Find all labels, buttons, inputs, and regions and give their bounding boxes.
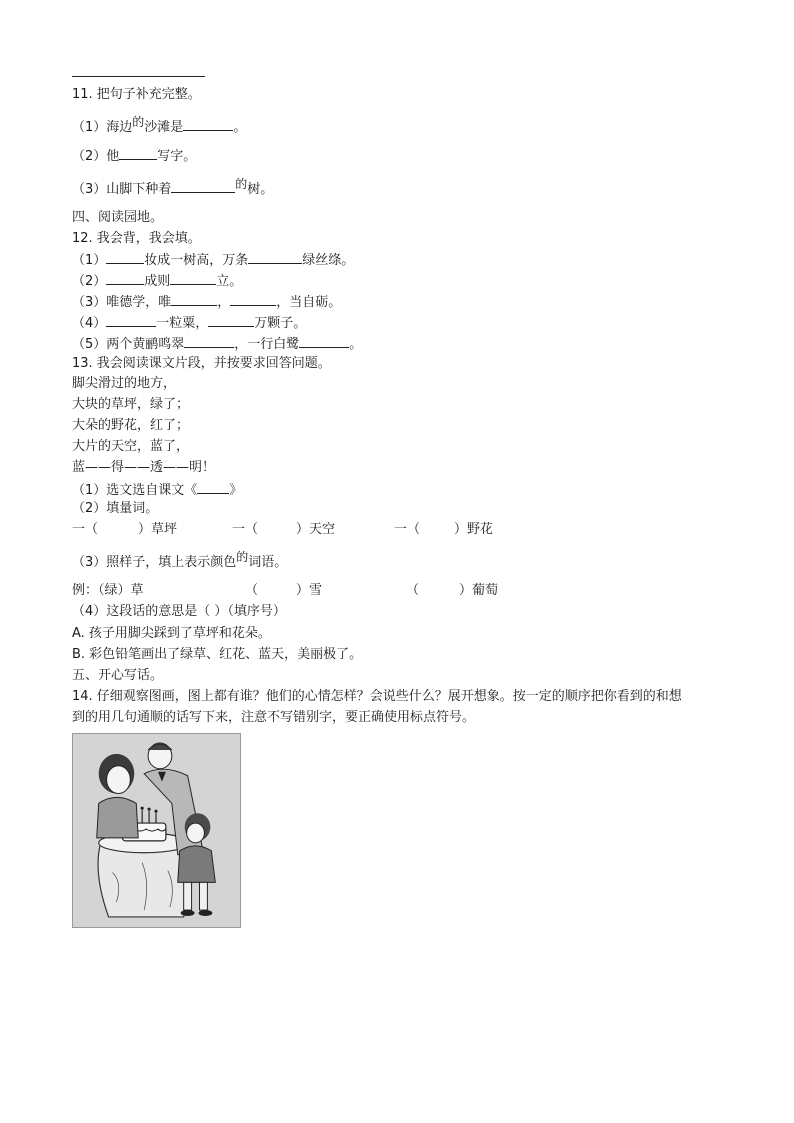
q12-title: 12. 我会背，我会填。 xyxy=(72,231,201,246)
q13-part-1: （1）选文选自课文《 》 xyxy=(72,480,242,500)
q12-line-4: （4） 一粒粟， 万颗子。 xyxy=(72,313,306,333)
q12-1-blank-b[interactable] xyxy=(248,250,302,264)
q13-measure-1: 一（ ）草坪 xyxy=(72,522,178,537)
q13-title: 13. 我会阅读课文片段，并按要求回答问题。 xyxy=(72,356,331,371)
q13-color-example: 例：（绿）草 xyxy=(72,583,144,598)
q13-poem-line-3: 大朵的野花，红了； xyxy=(72,418,190,433)
q12-3-blank-a[interactable] xyxy=(171,292,217,306)
q11-item-2: （2）他 写字。 xyxy=(72,146,196,166)
q13-part-3: （3）照样子，填上表示颜色的词语。 xyxy=(72,550,288,570)
q12-line-5: （5）两个黄鹂鸣翠 ，一行白鹭 。 xyxy=(72,334,362,354)
q13-measure-2: 一（ ）天空 xyxy=(232,522,336,537)
q13-color-1: （ ）雪 xyxy=(245,583,323,598)
q13-measure-3: 一（ ）野花 xyxy=(394,522,494,537)
q13-part-4: （4）这段话的意思是（ ）（填序号） xyxy=(72,604,286,619)
q12-4-blank-b[interactable] xyxy=(208,313,254,327)
q11-2-blank[interactable] xyxy=(119,146,157,160)
q13-color-2: （ ）葡萄 xyxy=(406,583,499,598)
q14-line-1: 14. 仔细观察图画，图上都有谁？他们的心情怎样？会说些什么？展开想象。按一定的顺序把你看到的和想 xyxy=(72,689,682,704)
q11-item-3: （3）山脚下种着 的树。 xyxy=(72,177,274,197)
q13-option-a: A. 孩子用脚尖踩到了草坪和花朵。 xyxy=(72,626,271,641)
q12-line-2: （2） 成则 立。 xyxy=(72,271,242,291)
q12-1-blank-a[interactable] xyxy=(106,250,144,264)
q13-poem-line-1: 脚尖滑过的地方， xyxy=(72,376,177,391)
q12-4-blank-a[interactable] xyxy=(106,313,156,327)
q14-line-2: 到的用几句通顺的话写下来，注意不写错别字，要正确使用标点符号。 xyxy=(72,710,476,725)
q12-2-blank-a[interactable] xyxy=(106,271,144,285)
q12-2-blank-b[interactable] xyxy=(170,271,216,285)
q12-5-blank-b[interactable] xyxy=(299,334,349,348)
q13-poem-line-4: 大片的天空，蓝了， xyxy=(72,439,190,454)
q12-line-3: （3）唯德学，唯 ， ，当自砺。 xyxy=(72,292,341,312)
birthday-illustration-drawing xyxy=(73,734,240,927)
q11-3-blank[interactable] xyxy=(171,179,235,193)
q13-part-2: （2）填量词。 xyxy=(72,501,159,516)
q12-line-1: （1） 妆成一树高，万条 绿丝绦。 xyxy=(72,250,354,270)
q13-option-b: B. 彩色铅笔画出了绿草、红花、蓝天，美丽极了。 xyxy=(72,647,363,662)
q12-5-blank-a[interactable] xyxy=(184,334,234,348)
q12-3-blank-b[interactable] xyxy=(230,292,276,306)
q13-poem-line-5: 蓝——得——透——明！ xyxy=(72,460,216,475)
top-divider-line xyxy=(72,76,205,77)
section-5-heading: 五、开心写话。 xyxy=(72,668,164,683)
q11-1-blank[interactable] xyxy=(183,117,233,131)
birthday-illustration xyxy=(72,733,241,928)
q13-poem-line-2: 大块的草坪，绿了； xyxy=(72,397,190,412)
q13-1-blank[interactable] xyxy=(197,480,229,494)
section-4-heading: 四、阅读园地。 xyxy=(72,210,164,225)
q11-title: 11. 把句子补充完整。 xyxy=(72,87,201,102)
q11-item-1: （1）海边的沙滩是 。 xyxy=(72,115,247,135)
